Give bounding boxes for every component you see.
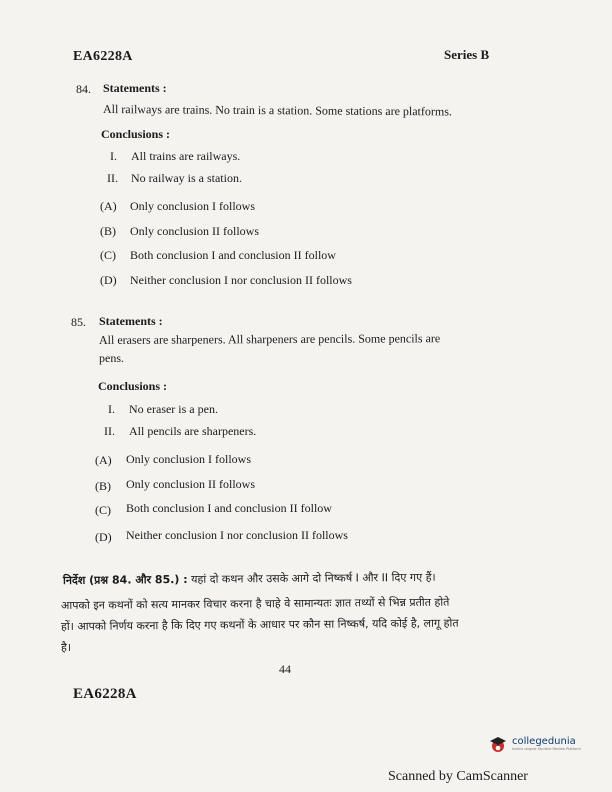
q84-statement: All railways are trains. No train is a station. Some stations are platforms.: [102, 102, 452, 119]
q84-option-c-letter[interactable]: (C): [100, 248, 116, 262]
q84-option-a-letter[interactable]: (A): [100, 199, 117, 213]
logo-tagline: India's largest Student Review Platform: [512, 746, 581, 751]
q85-option-b[interactable]: Only conclusion II follows: [126, 477, 255, 491]
q84-option-a[interactable]: Only conclusion I follows: [130, 199, 255, 213]
directions-hindi-text-1: यहां दो कथन और उसके आगे दो निष्कर्ष I और II दिए गए हैं।: [191, 570, 436, 586]
page-number: 44: [279, 662, 291, 676]
graduate-cap-icon: [488, 734, 508, 754]
q85-option-d[interactable]: Neither conclusion I nor conclusion II follows: [126, 528, 348, 542]
q85-statement-line-1: All erasers are sharpeners. All sharpeners are pencils. Some pencils are: [98, 331, 441, 347]
q85-conclusion-2-num: II.: [104, 424, 115, 438]
q84-option-b[interactable]: Only conclusion II follows: [130, 224, 259, 238]
logo-name: collegedunia: [512, 735, 576, 747]
q84-conclusion-1-num: I.: [110, 149, 117, 163]
q85-option-a[interactable]: Only conclusion I follows: [126, 452, 251, 466]
collegedunia-logo: [488, 734, 581, 754]
q85-option-d-letter[interactable]: (D): [95, 530, 112, 544]
q84-conclusion-2-num: II.: [107, 171, 118, 185]
q85-option-c[interactable]: Both conclusion I and conclusion II follow: [126, 501, 332, 515]
q84-conclusion-1: All trains are railways.: [131, 149, 241, 163]
footer-paper-code: EA6228A: [73, 686, 137, 702]
q85-option-a-letter[interactable]: (A): [95, 453, 112, 467]
camscanner-watermark: Scanned by CamScanner: [388, 769, 528, 784]
q85-conclusions-label: Conclusions :: [98, 379, 168, 393]
q84-conclusion-2: No railway is a station.: [131, 171, 242, 185]
directions-hindi-line-1: [63, 570, 436, 588]
q84-option-c[interactable]: Both conclusion I and conclusion II follow: [130, 248, 336, 262]
q84-option-d-letter[interactable]: (D): [100, 273, 117, 287]
q85-statements-label: Statements :: [99, 314, 163, 328]
q84-conclusions-label: Conclusions :: [101, 127, 171, 141]
q85-conclusion-2: All pencils are sharpeners.: [129, 424, 257, 438]
q84-option-d[interactable]: Neither conclusion I nor conclusion II follows: [130, 273, 352, 287]
directions-hindi-label: निर्देश (प्रश्न 84. और 85.) :: [62, 572, 188, 587]
directions-hindi-line-4: है।: [61, 641, 72, 654]
header-series: Series B: [444, 47, 490, 62]
q85-conclusion-1-num: I.: [108, 402, 115, 416]
directions-hindi-line-3: हों। आपको निर्णय करना है कि दिए गए कथनों के आधार पर कौन सा निष्कर्ष, यदि कोई है, लागू होत: [60, 616, 459, 633]
q85-number: 85.: [71, 315, 86, 329]
q84-number: 84.: [76, 82, 91, 96]
q84-option-b-letter[interactable]: (B): [100, 224, 116, 238]
directions-hindi-line-2: आपको इन कथनों को सत्य मानकर विचार करना है चाहे वे सामान्यतः ज्ञात तथ्यों से भिन्न प्रतीत होते: [60, 595, 450, 612]
q85-statement-line-2: pens.: [99, 351, 124, 365]
q84-statements-label: Statements :: [103, 81, 167, 95]
q85-option-c-letter[interactable]: (C): [95, 503, 111, 517]
q85-conclusion-1: No eraser is a pen.: [129, 402, 218, 416]
q85-option-b-letter[interactable]: (B): [95, 479, 111, 493]
header-paper-code: EA6228A: [73, 49, 133, 64]
